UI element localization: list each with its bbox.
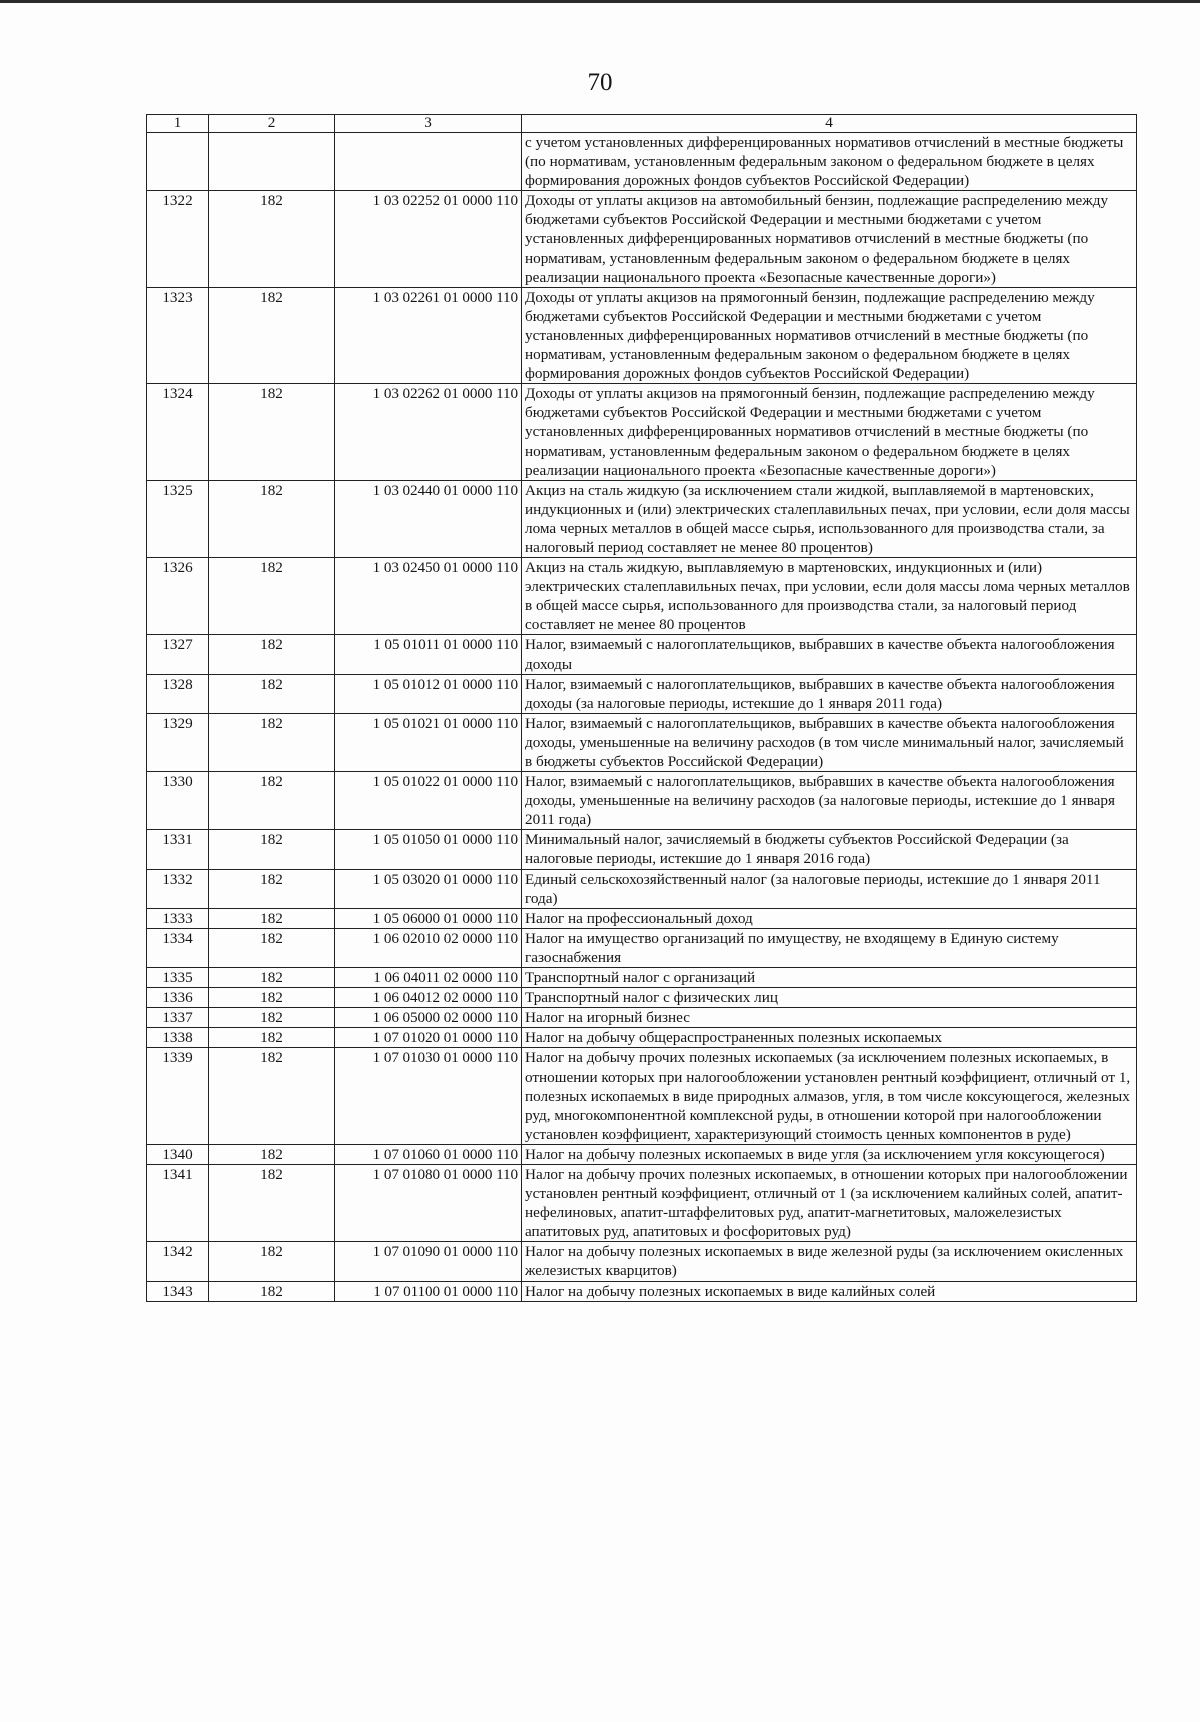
table-row [147,191,1137,287]
budget-classification-code-cell: 1 05 01022 01 0000 110 [335,772,522,830]
administrator-code-cell: 182 [209,869,335,908]
row-number-cell: 1322 [147,191,209,287]
administrator-code-cell: 182 [209,1008,335,1028]
budget-classification-code-cell: 1 03 02261 01 0000 110 [335,287,522,383]
row-number-cell: 1336 [147,988,209,1008]
administrator-code-cell: 182 [209,908,335,928]
table-row [147,480,1137,557]
budget-classification-code-cell: 1 07 01060 01 0000 110 [335,1144,522,1164]
row-number-cell: 1330 [147,772,209,830]
column-header-3: 3 [335,115,522,133]
column-header-4: 4 [522,115,1137,133]
administrator-code-cell: 182 [209,384,335,480]
administrator-code-cell: 182 [209,772,335,830]
table-row [147,830,1137,869]
revenue-name-cell: Налог на добычу полезных ископаемых в виде железной руды (за исключением окисленных железистых кварцитов) [522,1242,1137,1281]
table-body [147,133,1137,1302]
row-number-cell: 1333 [147,908,209,928]
row-number-cell: 1339 [147,1048,209,1144]
budget-classification-code-cell: 1 05 01021 01 0000 110 [335,713,522,771]
budget-classification-code-cell: 1 03 02252 01 0000 110 [335,191,522,287]
revenue-name-cell: Налог, взимаемый с налогоплательщиков, выбравших в качестве объекта налогообложения доходы (за налоговые периоды, истекшие до 1 января 2011 года) [522,674,1137,713]
row-number-cell: 1332 [147,869,209,908]
administrator-code-cell: 182 [209,928,335,967]
budget-classification-code-cell: 1 07 01100 01 0000 110 [335,1281,522,1301]
revenue-name-cell: Доходы от уплаты акцизов на автомобильный бензин, подлежащие распределению между бюджетами субъектов Российской Федерации и местными бюджетами с учетом установленных дифференцированных нормативов отчислений в местные бюджеты (по нормативам, установленным федеральным законом о федеральном бюджете в целях реализации национального проекта «Безопасные качественные дороги») [522,191,1137,287]
table-row [147,133,1137,191]
administrator-code-cell: 182 [209,1048,335,1144]
table-row [147,1048,1137,1144]
page-number: 70 [587,69,613,96]
row-number-cell: 1327 [147,635,209,674]
table-row [147,772,1137,830]
budget-classification-code-cell: 1 05 01050 01 0000 110 [335,830,522,869]
revenue-name-cell: Транспортный налог с организаций [522,968,1137,988]
table-row [147,558,1137,635]
administrator-code-cell: 182 [209,1242,335,1281]
row-number-cell: 1342 [147,1242,209,1281]
revenue-name-cell: Доходы от уплаты акцизов на прямогонный бензин, подлежащие распределению между бюджетами субъектов Российской Федерации и местными бюджетами с учетом установленных дифференцированных нормативов отчислений в местные бюджеты (по нормативам, установленным федеральным законом о федеральном бюджете в целях реализации национального проекта «Безопасные качественные дороги») [522,384,1137,480]
revenue-name-cell: Налог на добычу общераспространенных полезных ископаемых [522,1028,1137,1048]
revenue-name-cell: Единый сельскохозяйственный налог (за налоговые периоды, истекшие до 1 января 2011 года) [522,869,1137,908]
row-number-cell: 1338 [147,1028,209,1048]
budget-classification-code-cell [335,133,522,191]
administrator-code-cell: 182 [209,191,335,287]
revenue-name-cell: Налог на добычу прочих полезных ископаемых (за исключением полезных ископаемых, в отношении которых при налогообложении установлен рентный коэффициент, отличный от 1, полезных ископаемых в виде природных алмазов, угля, в том числе коксующегося, железных руд, многокомпонентной комплексной руды, в отношении которой при налогообложении установлен коэффициент, характеризующий стоимость ценных компонентов в руде) [522,1048,1137,1144]
row-number-cell: 1329 [147,713,209,771]
row-number-cell: 1340 [147,1144,209,1164]
administrator-code-cell: 182 [209,558,335,635]
administrator-code-cell: 182 [209,1164,335,1241]
administrator-code-cell [209,133,335,191]
administrator-code-cell: 182 [209,635,335,674]
row-number-cell: 1337 [147,1008,209,1028]
revenue-name-cell: Акциз на сталь жидкую (за исключением стали жидкой, выплавляемой в мартеновских, индукционных и (или) электрических сталеплавильных печах, при условии, если доля массы лома черных металлов в общей массе сырья, использованного для производства стали, за налоговый период составляет не менее 80 процентов) [522,480,1137,557]
column-header-1: 1 [147,115,209,133]
scan-top-edge [0,0,1200,3]
budget-classification-code-cell: 1 07 01030 01 0000 110 [335,1048,522,1144]
row-number-cell: 1334 [147,928,209,967]
row-number-cell: 1324 [147,384,209,480]
administrator-code-cell: 182 [209,1281,335,1301]
budget-classification-code-cell: 1 05 01012 01 0000 110 [335,674,522,713]
table-row [147,928,1137,967]
row-number-cell [147,133,209,191]
administrator-code-cell: 182 [209,1028,335,1048]
table-row [147,674,1137,713]
table-row [147,1028,1137,1048]
row-number-cell: 1331 [147,830,209,869]
table-header-row [147,115,1137,133]
row-number-cell: 1323 [147,287,209,383]
administrator-code-cell: 182 [209,713,335,771]
budget-classification-code-cell: 1 05 06000 01 0000 110 [335,908,522,928]
revenue-name-cell: Доходы от уплаты акцизов на прямогонный бензин, подлежащие распределению между бюджетами субъектов Российской Федерации и местными бюджетами с учетом установленных дифференцированных нормативов отчислений в местные бюджеты (по нормативам, установленным федеральным законом о федеральном бюджете в целях формирования дорожных фондов субъектов Российской Федерации) [522,287,1137,383]
revenue-name-cell: Налог на имущество организаций по имуществу, не входящему в Единую систему газоснабжения [522,928,1137,967]
revenue-name-cell: Минимальный налог, зачисляемый в бюджеты субъектов Российской Федерации (за налоговые периоды, истекшие до 1 января 2016 года) [522,830,1137,869]
administrator-code-cell: 182 [209,830,335,869]
table-row [147,1144,1137,1164]
administrator-code-cell: 182 [209,480,335,557]
row-number-cell: 1341 [147,1164,209,1241]
revenue-name-cell: Транспортный налог с физических лиц [522,988,1137,1008]
revenue-name-cell: Налог на добычу прочих полезных ископаемых, в отношении которых при налогообложении установлен рентный коэффициент, отличный от 1 (за исключением калийных солей, апатит-нефелиновых, апатит-штаффелитовых руд, апатит-магнетитовых, маложелезистых апатитовых руд, апатитовых и фосфоритовых руд) [522,1164,1137,1241]
row-number-cell: 1335 [147,968,209,988]
administrator-code-cell: 182 [209,1144,335,1164]
revenue-name-cell: Акциз на сталь жидкую, выплавляемую в мартеновских, индукционных и (или) электрических сталеплавильных печах, при условии, если доля массы лома черных металлов в общей массе сырья, использованного для производства стали, за налоговый период составляет не менее 80 процентов [522,558,1137,635]
revenue-name-cell: Налог на добычу полезных ископаемых в виде калийных солей [522,1281,1137,1301]
budget-classification-code-cell: 1 05 01011 01 0000 110 [335,635,522,674]
budget-classification-code-cell: 1 06 04011 02 0000 110 [335,968,522,988]
row-number-cell: 1326 [147,558,209,635]
administrator-code-cell: 182 [209,674,335,713]
budget-classification-code-cell: 1 07 01080 01 0000 110 [335,1164,522,1241]
table-row [147,287,1137,383]
revenue-name-cell: с учетом установленных дифференцированных нормативов отчислений в местные бюджеты (по нормативам, установленным федеральным законом о федеральном бюджете в целях формирования дорожных фондов субъектов Российской Федерации) [522,133,1137,191]
table-row [147,1164,1137,1241]
budget-classification-code-cell: 1 03 02440 01 0000 110 [335,480,522,557]
administrator-code-cell: 182 [209,988,335,1008]
table-row [147,908,1137,928]
administrator-code-cell: 182 [209,968,335,988]
row-number-cell: 1343 [147,1281,209,1301]
table-row [147,1242,1137,1281]
revenue-name-cell: Налог, взимаемый с налогоплательщиков, выбравших в качестве объекта налогообложения доходы, уменьшенные на величину расходов (в том числе минимальный налог, зачисляемый в бюджеты субъектов Российской Федерации) [522,713,1137,771]
revenue-name-cell: Налог на профессиональный доход [522,908,1137,928]
budget-classification-code-cell: 1 06 05000 02 0000 110 [335,1008,522,1028]
row-number-cell: 1325 [147,480,209,557]
table-row [147,635,1137,674]
revenue-name-cell: Налог на добычу полезных ископаемых в виде угля (за исключением угля коксующегося) [522,1144,1137,1164]
table-row [147,1008,1137,1028]
table-row [147,968,1137,988]
revenue-codes-table [146,114,1137,1302]
table-row [147,988,1137,1008]
table-row [147,713,1137,771]
budget-classification-code-cell: 1 06 04012 02 0000 110 [335,988,522,1008]
budget-classification-code-cell: 1 03 02262 01 0000 110 [335,384,522,480]
row-number-cell: 1328 [147,674,209,713]
revenue-name-cell: Налог на игорный бизнес [522,1008,1137,1028]
budget-classification-code-cell: 1 07 01020 01 0000 110 [335,1028,522,1048]
column-header-2: 2 [209,115,335,133]
table-row [147,1281,1137,1301]
administrator-code-cell: 182 [209,287,335,383]
table-row [147,869,1137,908]
table-row [147,384,1137,480]
budget-classification-code-cell: 1 07 01090 01 0000 110 [335,1242,522,1281]
budget-classification-code-cell: 1 03 02450 01 0000 110 [335,558,522,635]
budget-classification-code-cell: 1 05 03020 01 0000 110 [335,869,522,908]
revenue-name-cell: Налог, взимаемый с налогоплательщиков, выбравших в качестве объекта налогообложения доходы [522,635,1137,674]
revenue-name-cell: Налог, взимаемый с налогоплательщиков, выбравших в качестве объекта налогообложения доходы, уменьшенные на величину расходов (за налоговые периоды, истекшие до 1 января 2011 года) [522,772,1137,830]
budget-classification-code-cell: 1 06 02010 02 0000 110 [335,928,522,967]
